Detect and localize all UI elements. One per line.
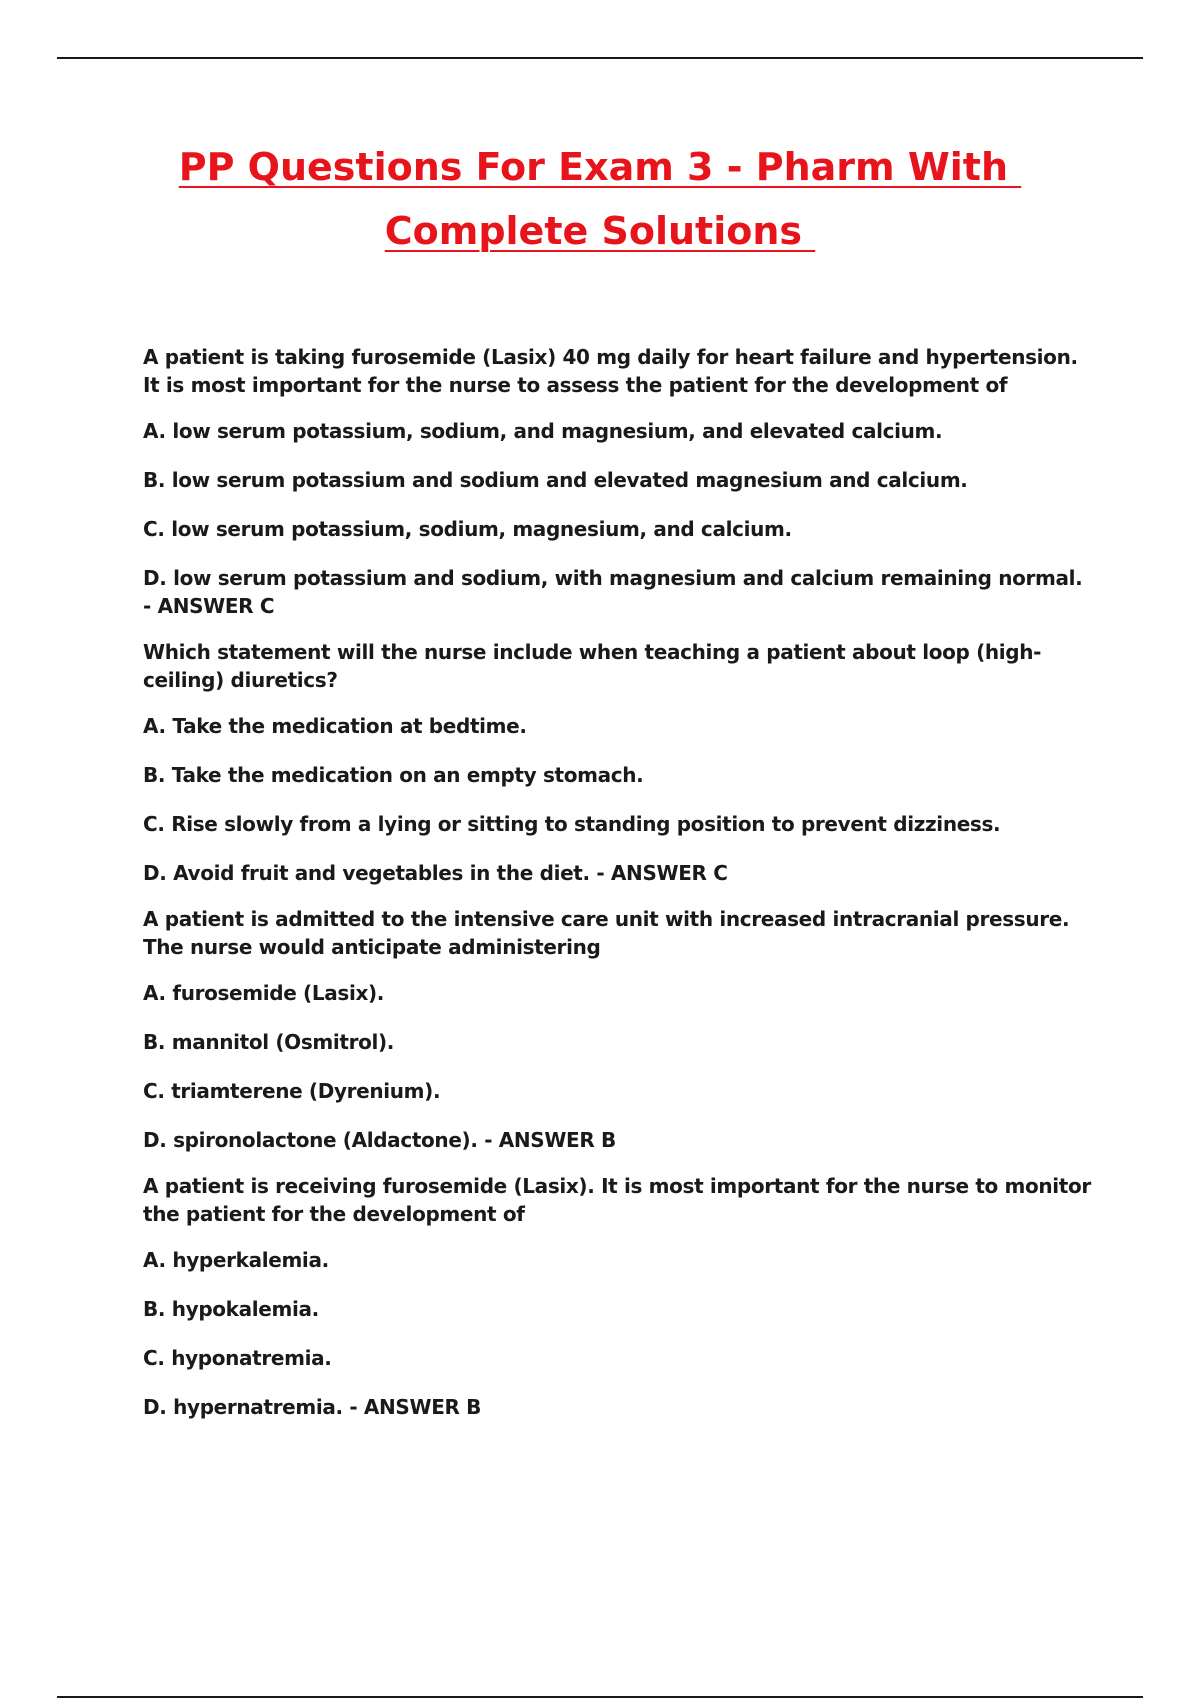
question-block-1 [143,343,1093,620]
question-stem: A patient is taking furosemide (Lasix) 40 mg daily for heart failure and hypertension. It is most important for the nurse to assess the patient for the development of [143,345,1078,397]
answer-option: B. Take the medication on an empty stomach. [143,763,644,787]
footer-rule [57,1696,1143,1698]
question-stem: A patient is receiving furosemide (Lasix). It is most important for the nurse to monitor the patient for the development of [143,1174,1091,1226]
document-title [0,145,1200,253]
answer-option-with-key: D. Avoid fruit and vegetables in the diet. - ANSWER C [143,861,728,885]
header-rule [57,57,1143,59]
answer-option: C. triamterene (Dyrenium). [143,1079,441,1103]
answer-option-with-key: D. spironolactone (Aldactone). - ANSWER B [143,1128,616,1152]
question-stem: Which statement will the nurse include when teaching a patient about loop (high-ceiling) diuretics? [143,640,1042,692]
answer-option: B. mannitol (Osmitrol). [143,1030,395,1054]
answer-option: B. hypokalemia. [143,1297,319,1321]
answer-option: C. low serum potassium, sodium, magnesium, and calcium. [143,517,792,541]
answer-option: B. low serum potassium and sodium and elevated magnesium and calcium. [143,468,968,492]
answer-option: C. Rise slowly from a lying or sitting to standing position to prevent dizziness. [143,812,1001,836]
title-line-2: Complete Solutions [384,209,816,253]
title-line-1: PP Questions For Exam 3 - Pharm With [178,145,1022,189]
question-list [143,343,1093,1439]
question-block-3 [143,905,1093,1154]
question-block-4 [143,1172,1093,1421]
question-block-2 [143,638,1093,887]
answer-option: C. hyponatremia. [143,1346,332,1370]
question-stem: A patient is admitted to the intensive care unit with increased intracranial pressure. The nurse would anticipate administering [143,907,1070,959]
answer-option-with-key: D. hypernatremia. - ANSWER B [143,1395,482,1419]
answer-option: A. furosemide (Lasix). [143,981,385,1005]
answer-option-with-key: D. low serum potassium and sodium, with magnesium and calcium remaining normal. - ANSWER C [143,566,1083,618]
answer-option: A. Take the medication at bedtime. [143,714,527,738]
answer-option: A. low serum potassium, sodium, and magnesium, and elevated calcium. [143,419,943,443]
answer-option: A. hyperkalemia. [143,1248,329,1272]
